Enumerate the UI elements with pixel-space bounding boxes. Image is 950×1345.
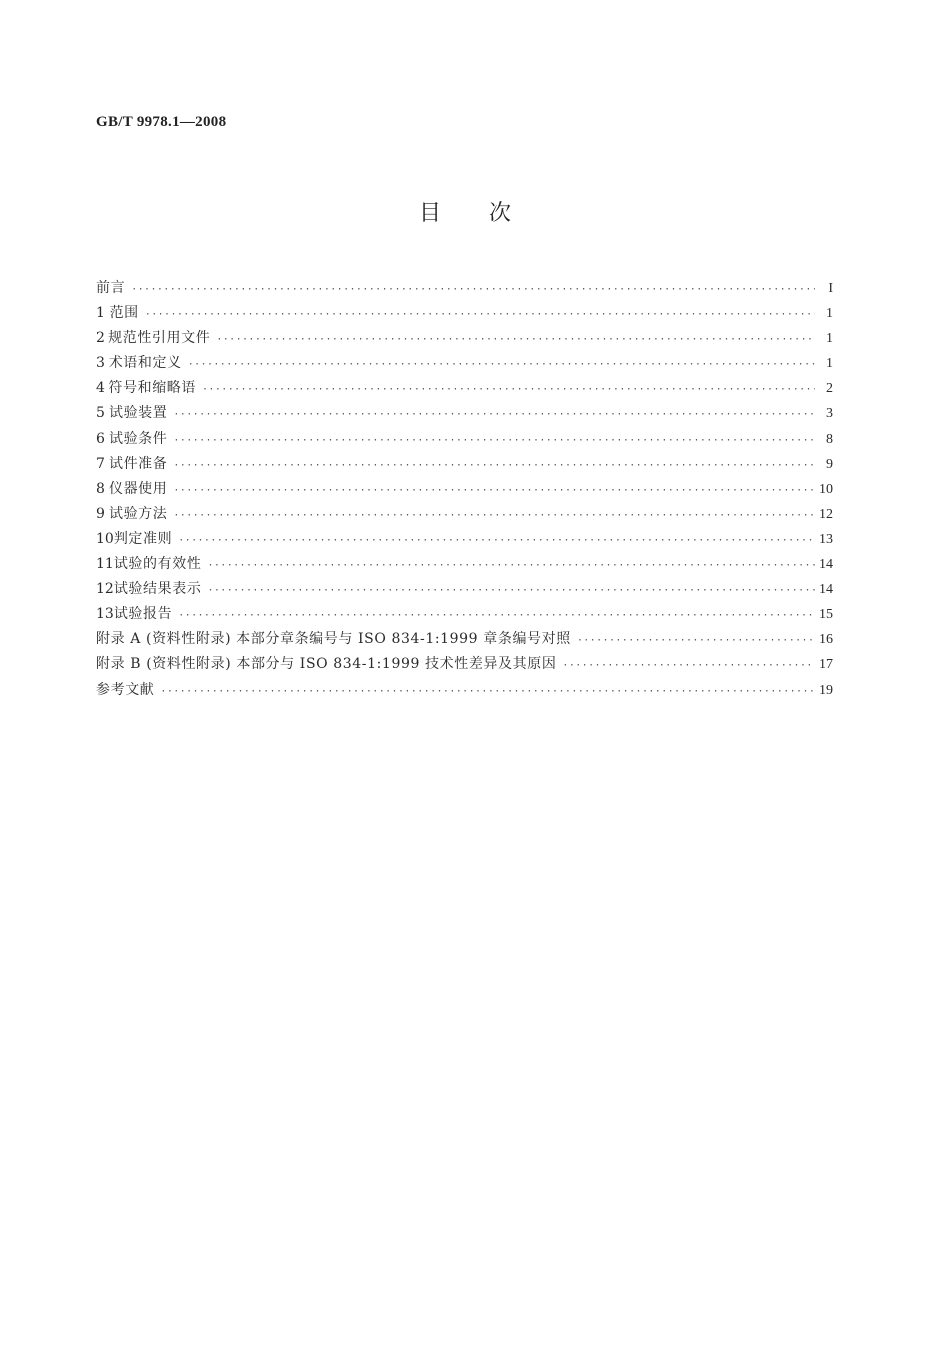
toc-entry-label: 判定准则 <box>113 530 173 547</box>
table-of-contents <box>96 276 833 703</box>
toc-dot-leader <box>173 428 815 453</box>
toc-dot-leader <box>562 653 815 678</box>
toc-entry[interactable] <box>96 602 833 627</box>
toc-entry-page-number: I <box>828 281 833 296</box>
toc-dot-leader <box>131 277 815 302</box>
toc-entry[interactable] <box>96 376 833 401</box>
toc-dot-leader <box>173 478 815 503</box>
toc-entry-number: 3 <box>96 355 105 372</box>
toc-entry-page-number: 1 <box>826 331 833 347</box>
toc-entry-number: 8 <box>96 480 105 497</box>
toc-entry-label: 试验装置 <box>108 405 168 422</box>
toc-dot-leader <box>178 603 815 628</box>
toc-entry-number: 7 <box>96 455 105 472</box>
toc-dot-leader <box>160 679 815 704</box>
toc-dot-leader <box>173 503 815 528</box>
toc-entry-label: 仪器使用 <box>108 480 168 497</box>
page-title: 目次 <box>418 201 559 226</box>
toc-dot-leader <box>173 402 815 427</box>
toc-entry-label: 试件准备 <box>108 455 168 472</box>
toc-entry-label: 术语和定义 <box>108 355 182 372</box>
toc-entry-page-number: 19 <box>819 682 833 698</box>
toc-entry[interactable] <box>96 427 833 452</box>
standard-code: GB/T 9978.1—2008 <box>96 114 227 130</box>
toc-entry[interactable] <box>96 401 833 426</box>
toc-entry-page-number: 1 <box>826 306 833 322</box>
toc-dot-leader <box>207 553 815 578</box>
toc-entry-number: 1 <box>96 305 105 322</box>
toc-entry[interactable] <box>96 577 833 602</box>
toc-entry-label: 试验条件 <box>108 430 168 447</box>
toc-dot-leader <box>145 302 815 327</box>
toc-entry[interactable] <box>96 627 833 652</box>
toc-entry-number: 10 <box>96 530 114 547</box>
toc-entry-page-number: 15 <box>819 607 833 623</box>
toc-entry-label: 前言 <box>96 280 126 296</box>
toc-entry-page-number: 14 <box>819 557 833 573</box>
toc-entry-page-number: 16 <box>819 632 833 648</box>
toc-entry-label: 参考文献 <box>96 681 155 698</box>
toc-entry-number: 2 <box>96 330 105 347</box>
toc-entry-label: 试验方法 <box>108 505 168 522</box>
toc-entry[interactable] <box>96 301 833 326</box>
toc-dot-leader <box>577 628 815 653</box>
toc-entry[interactable] <box>96 351 833 376</box>
toc-entry-label: 符号和缩略语 <box>108 380 197 397</box>
toc-entry-number: 9 <box>96 505 105 522</box>
toc-dot-leader <box>188 352 815 377</box>
toc-entry[interactable] <box>96 652 833 677</box>
toc-entry-page-number: 9 <box>826 456 833 472</box>
toc-dot-leader <box>202 377 815 402</box>
toc-entry-label: 试验结果表示 <box>113 581 202 598</box>
toc-entry[interactable] <box>96 477 833 502</box>
toc-entry-page-number: 8 <box>826 431 833 447</box>
toc-entry[interactable] <box>96 452 833 477</box>
toc-entry-page-number: 17 <box>819 657 833 673</box>
toc-entry-label: 附录 A (资料性附录) 本部分章条编号与 ISO 834-1:1999 章条编号对照 <box>96 631 571 648</box>
toc-entry-label: 范围 <box>109 305 139 322</box>
toc-entry-label: 试验报告 <box>113 606 173 623</box>
toc-entry-page-number: 1 <box>826 356 833 372</box>
toc-entry-number: 6 <box>96 430 105 447</box>
toc-entry-page-number: 2 <box>826 381 833 397</box>
toc-entry[interactable] <box>96 527 833 552</box>
toc-dot-leader <box>178 528 815 553</box>
toc-entry[interactable] <box>96 276 833 301</box>
toc-entry-label: 规范性引用文件 <box>108 330 211 347</box>
toc-entry[interactable] <box>96 552 833 577</box>
toc-entry-number: 12 <box>96 581 114 598</box>
toc-entry-number: 13 <box>96 606 114 623</box>
toc-entry-page-number: 12 <box>819 506 833 522</box>
toc-entry-page-number: 3 <box>826 406 833 422</box>
toc-entry-page-number: 14 <box>819 582 833 598</box>
toc-entry-number: 11 <box>96 556 114 573</box>
toc-dot-leader <box>207 578 815 603</box>
toc-entry[interactable] <box>96 502 833 527</box>
toc-entry-page-number: 10 <box>819 481 833 497</box>
toc-entry-number: 4 <box>96 380 105 397</box>
toc-entry[interactable] <box>96 326 833 351</box>
toc-entry-number: 5 <box>96 405 105 422</box>
toc-entry[interactable] <box>96 678 833 703</box>
toc-entry-label: 试验的有效性 <box>113 556 202 573</box>
toc-entry-label: 附录 B (资料性附录) 本部分与 ISO 834-1:1999 技术性差异及其原因 <box>96 656 557 673</box>
toc-dot-leader <box>216 327 815 352</box>
toc-entry-page-number: 13 <box>819 531 833 547</box>
toc-dot-leader <box>173 453 815 478</box>
